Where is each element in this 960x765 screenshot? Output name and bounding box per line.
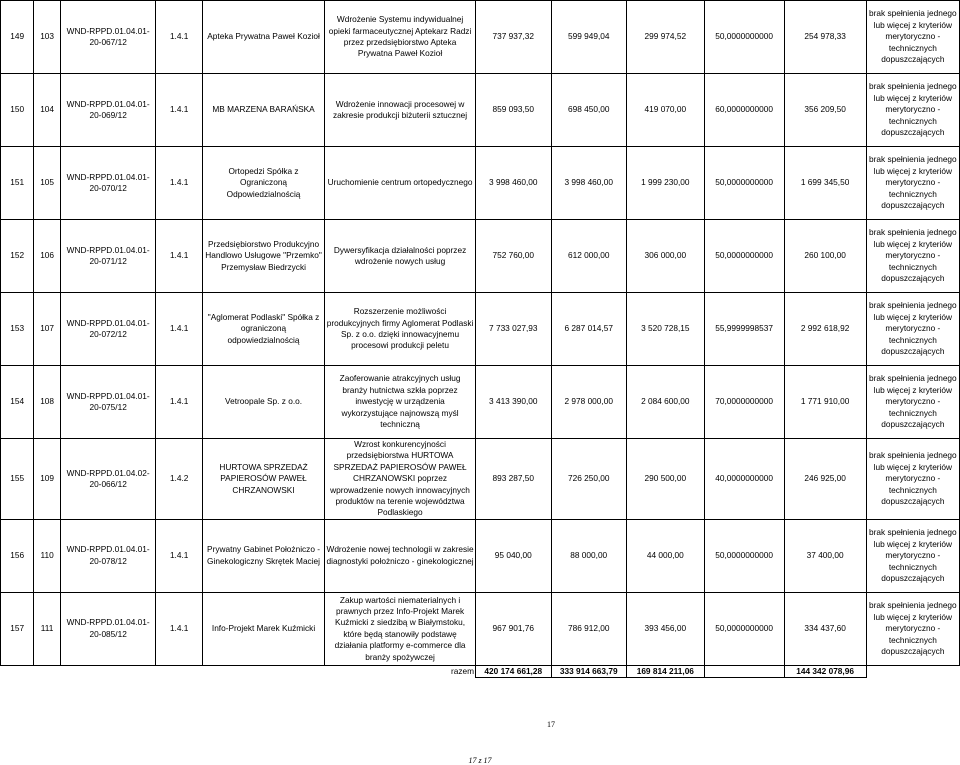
beneficiary-cell: Ortopedzi Spółka z Ograniczoną Odpowiedzialnością: [202, 147, 324, 220]
total-value-cell: 893 287,50: [476, 439, 551, 520]
measure-cell: 1.4.1: [156, 366, 203, 439]
percent-cell: 60,0000000000: [704, 74, 784, 147]
percent-cell: 50,0000000000: [704, 147, 784, 220]
project-title-cell: Wzrost konkurencyjności przedsiębiorstwa HURTOWA SPRZEDAŻ PAPIEROSÓW PAWEŁ CHRZANOWSKI poprzez wprowadzenie nowych innowacyjnych produktów na terenie województwa Podlaskiego: [325, 439, 476, 520]
page-mark: 17: [547, 720, 555, 729]
eligible-costs-cell: 6 287 014,57: [551, 293, 626, 366]
nr-cell: 108: [34, 366, 61, 439]
total-value-cell: 737 937,32: [476, 1, 551, 74]
grant-amount-cell: 290 500,00: [626, 439, 704, 520]
eligible-costs-cell: 786 912,00: [551, 592, 626, 665]
status-cell: brak spełnienia jednego lub więcej z kryteriów merytoryczno - technicznych dopuszczających: [866, 592, 959, 665]
measure-cell: 1.4.1: [156, 1, 203, 74]
table-row: [1, 74, 960, 147]
measure-cell: 1.4.1: [156, 74, 203, 147]
table-row: [1, 592, 960, 665]
nr-cell: 105: [34, 147, 61, 220]
status-cell: brak spełnienia jednego lub więcej z kryteriów merytoryczno - technicznych dopuszczających: [866, 439, 959, 520]
grant-amount-cell: 306 000,00: [626, 220, 704, 293]
eligible-costs-cell: 3 998 460,00: [551, 147, 626, 220]
own-share-cell: 37 400,00: [784, 519, 866, 592]
beneficiary-cell: Info-Projekt Marek Kuźmicki: [202, 592, 324, 665]
eligible-costs-cell: 599 949,04: [551, 1, 626, 74]
totals-own-share: 144 342 078,96: [784, 665, 866, 677]
beneficiary-cell: "Aglomerat Podlaski" Spółka z ograniczoną odpowiedzialnością: [202, 293, 324, 366]
status-cell: brak spełnienia jednego lub więcej z kryteriów merytoryczno - technicznych dopuszczających: [866, 519, 959, 592]
percent-cell: 50,0000000000: [704, 592, 784, 665]
totals-percent: [704, 665, 784, 677]
totals-label: razem: [325, 665, 476, 677]
status-cell: brak spełnienia jednego lub więcej z kryteriów merytoryczno - technicznych dopuszczających: [866, 220, 959, 293]
own-share-cell: 246 925,00: [784, 439, 866, 520]
own-share-cell: 334 437,60: [784, 592, 866, 665]
grant-amount-cell: 2 084 600,00: [626, 366, 704, 439]
measure-cell: 1.4.1: [156, 519, 203, 592]
measure-cell: 1.4.2: [156, 439, 203, 520]
table-row: [1, 519, 960, 592]
table-row: [1, 1, 960, 74]
own-share-cell: 254 978,33: [784, 1, 866, 74]
totals-spacer-right: [866, 665, 959, 677]
percent-cell: 50,0000000000: [704, 220, 784, 293]
total-value-cell: 3 998 460,00: [476, 147, 551, 220]
table-row: [1, 293, 960, 366]
lp-cell: 150: [1, 74, 34, 147]
eligible-costs-cell: 612 000,00: [551, 220, 626, 293]
lp-cell: 153: [1, 293, 34, 366]
status-cell: brak spełnienia jednego lub więcej z kryteriów merytoryczno - technicznych dopuszczających: [866, 74, 959, 147]
application-id-cell: WND-RPPD.01.04.01-20-075/12: [60, 366, 155, 439]
lp-cell: 154: [1, 366, 34, 439]
grant-amount-cell: 1 999 230,00: [626, 147, 704, 220]
total-value-cell: 95 040,00: [476, 519, 551, 592]
grant-amount-cell: 3 520 728,15: [626, 293, 704, 366]
measure-cell: 1.4.1: [156, 147, 203, 220]
beneficiary-cell: MB MARZENA BARAŃSKA: [202, 74, 324, 147]
own-share-cell: 260 100,00: [784, 220, 866, 293]
eligible-costs-cell: 698 450,00: [551, 74, 626, 147]
lp-cell: 155: [1, 439, 34, 520]
project-title-cell: Uruchomienie centrum ortopedycznego: [325, 147, 476, 220]
eligible-costs-cell: 726 250,00: [551, 439, 626, 520]
status-cell: brak spełnienia jednego lub więcej z kryteriów merytoryczno - technicznych dopuszczających: [866, 366, 959, 439]
eligible-costs-cell: 88 000,00: [551, 519, 626, 592]
project-title-cell: Rozszerzenie możliwości produkcyjnych firmy Aglomerat Podlaski Sp. z o.o. dzięki innowacyjnemu procesowi produkcji peletu: [325, 293, 476, 366]
project-title-cell: Wdrożenie Systemu indywidualnej opieki farmaceutycznej Aptekarz Radzi przez przedsiębiorstwo Apteka Prywatna Paweł Kozioł: [325, 1, 476, 74]
own-share-cell: 1 699 345,50: [784, 147, 866, 220]
table-row: [1, 220, 960, 293]
project-title-cell: Wdrożenie innowacji procesowej w zakresie produkcji biżuterii sztucznej: [325, 74, 476, 147]
totals-row: [1, 665, 960, 677]
nr-cell: 109: [34, 439, 61, 520]
project-title-cell: Zakup wartości niematerialnych i prawnych przez Info-Projekt Marek Kuźmicki z siedzibą w Białymstoku, które będą stanowiły podstawę działania platformy e-commerce dla branży spożywczej: [325, 592, 476, 665]
application-id-cell: WND-RPPD.01.04.01-20-067/12: [60, 1, 155, 74]
page-number: 17 z 17: [468, 756, 492, 765]
nr-cell: 103: [34, 1, 61, 74]
beneficiary-cell: HURTOWA SPRZEDAŻ PAPIEROSÓW PAWEŁ CHRZANOWSKI: [202, 439, 324, 520]
total-value-cell: 752 760,00: [476, 220, 551, 293]
beneficiary-cell: Vetroopale Sp. z o.o.: [202, 366, 324, 439]
table-row: [1, 366, 960, 439]
table-row: [1, 147, 960, 220]
grant-amount-cell: 419 070,00: [626, 74, 704, 147]
own-share-cell: 2 992 618,92: [784, 293, 866, 366]
totals-eligible-costs: 333 914 663,79: [551, 665, 626, 677]
beneficiary-cell: Prywatny Gabinet Położniczo - Ginekologiczny Skrętek Maciej: [202, 519, 324, 592]
percent-cell: 50,0000000000: [704, 1, 784, 74]
nr-cell: 106: [34, 220, 61, 293]
application-id-cell: WND-RPPD.01.04.01-20-085/12: [60, 592, 155, 665]
application-id-cell: WND-RPPD.01.04.01-20-071/12: [60, 220, 155, 293]
percent-cell: 40,0000000000: [704, 439, 784, 520]
project-title-cell: Wdrożenie nowej technologii w zakresie diagnostyki położniczo - ginekologicznej: [325, 519, 476, 592]
measure-cell: 1.4.1: [156, 592, 203, 665]
total-value-cell: 967 901,76: [476, 592, 551, 665]
totals-grant-amount: 169 814 211,06: [626, 665, 704, 677]
percent-cell: 55,9999998537: [704, 293, 784, 366]
measure-cell: 1.4.1: [156, 293, 203, 366]
grant-amount-cell: 393 456,00: [626, 592, 704, 665]
total-value-cell: 859 093,50: [476, 74, 551, 147]
measure-cell: 1.4.1: [156, 220, 203, 293]
beneficiary-cell: Przedsiębiorstwo Produkcyjno Handlowo Usługowe "Przemko" Przemysław Biedrzycki: [202, 220, 324, 293]
lp-cell: 149: [1, 1, 34, 74]
percent-cell: 50,0000000000: [704, 519, 784, 592]
status-cell: brak spełnienia jednego lub więcej z kryteriów merytoryczno - technicznych dopuszczających: [866, 147, 959, 220]
status-cell: brak spełnienia jednego lub więcej z kryteriów merytoryczno - technicznych dopuszczających: [866, 293, 959, 366]
nr-cell: 111: [34, 592, 61, 665]
totals-total-value: 420 174 661,28: [476, 665, 551, 677]
eligible-costs-cell: 2 978 000,00: [551, 366, 626, 439]
own-share-cell: 1 771 910,00: [784, 366, 866, 439]
table-row: [1, 439, 960, 520]
application-id-cell: WND-RPPD.01.04.02-20-066/12: [60, 439, 155, 520]
application-id-cell: WND-RPPD.01.04.01-20-069/12: [60, 74, 155, 147]
lp-cell: 151: [1, 147, 34, 220]
application-id-cell: WND-RPPD.01.04.01-20-072/12: [60, 293, 155, 366]
lp-cell: 152: [1, 220, 34, 293]
status-cell: brak spełnienia jednego lub więcej z kryteriów merytoryczno - technicznych dopuszczających: [866, 1, 959, 74]
own-share-cell: 356 209,50: [784, 74, 866, 147]
lp-cell: 157: [1, 592, 34, 665]
grant-amount-cell: 299 974,52: [626, 1, 704, 74]
nr-cell: 107: [34, 293, 61, 366]
total-value-cell: 3 413 390,00: [476, 366, 551, 439]
lp-cell: 156: [1, 519, 34, 592]
total-value-cell: 7 733 027,93: [476, 293, 551, 366]
nr-cell: 104: [34, 74, 61, 147]
project-title-cell: Zaoferowanie atrakcyjnych usług branży hutnictwa szkła poprzez inwestycję w urządzenia wykorzystujące najnowszą myśl techniczną: [325, 366, 476, 439]
table-body: [1, 1, 960, 678]
application-id-cell: WND-RPPD.01.04.01-20-070/12: [60, 147, 155, 220]
project-title-cell: Dywersyfikacja działalności poprzez wdrożenie nowych usług: [325, 220, 476, 293]
beneficiary-cell: Apteka Prywatna Paweł Kozioł: [202, 1, 324, 74]
percent-cell: 70,0000000000: [704, 366, 784, 439]
grant-amount-cell: 44 000,00: [626, 519, 704, 592]
nr-cell: 110: [34, 519, 61, 592]
totals-spacer: [1, 665, 325, 677]
application-id-cell: WND-RPPD.01.04.01-20-078/12: [60, 519, 155, 592]
